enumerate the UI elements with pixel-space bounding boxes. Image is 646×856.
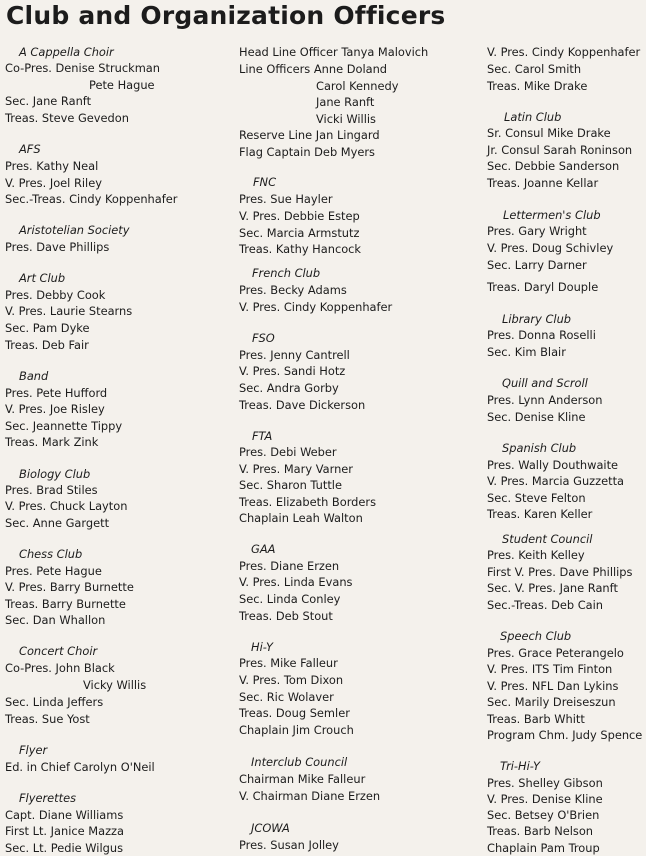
officer-entry: Pres. Jenny Cantrell [239, 348, 350, 362]
officer-entry: Treas. Kathy Hancock [239, 242, 362, 256]
officer-entry: Pres. Shelley Gibson [487, 776, 603, 790]
officer-entry: Sec. Andra Gorby [239, 381, 339, 395]
officer-entry: V. Pres. Mary Varner [239, 462, 353, 476]
officer-entry: Sec. Marily Dreiseszun [487, 695, 616, 709]
officer-entry: Pres. Susan Jolley [239, 838, 339, 852]
officer-entry: Pres. Brad Stiles [5, 483, 98, 497]
organization-heading: Flyer [19, 743, 48, 757]
officer-entry: Sec. Steve Felton [487, 491, 586, 505]
officer-entry: Vicki Willis [316, 112, 376, 126]
officer-entry: Sec. Betsey O'Brien [487, 808, 600, 822]
officer-entry: Sec. Linda Jeffers [5, 695, 104, 709]
organization-heading: Art Club [19, 271, 66, 285]
organization-heading: Chess Club [19, 547, 83, 561]
organization-heading: Interclub Council [251, 755, 348, 769]
officer-entry: Co-Pres. Denise Struckman [5, 61, 161, 75]
officer-entry: V. Pres. Joel Riley [5, 176, 102, 190]
officer-entry: Jane Ranft [316, 95, 375, 109]
officer-entry: V. Pres. Cindy Koppenhafer [239, 300, 393, 314]
organization-heading: FTA [252, 429, 273, 443]
officer-entry: Pres. Kathy Neal [5, 159, 99, 173]
officer-entry: Sec. Denise Kline [487, 410, 586, 424]
organization-heading: French Club [252, 266, 321, 280]
officer-entry: Pres. Diane Erzen [239, 559, 340, 573]
officer-entry: Treas. Mike Drake [487, 79, 588, 93]
page-title: Club and Organization Officers [6, 1, 446, 30]
officer-entry: Treas. Barb Whitt [487, 712, 585, 726]
officer-entry: Pres. Grace Peterangelo [487, 646, 624, 660]
organization-heading: AFS [19, 142, 41, 156]
officer-entry: Treas. Barry Burnette [5, 597, 126, 611]
organization-heading: Flyerettes [19, 791, 77, 805]
officer-entry: Carol Kennedy [316, 79, 399, 93]
officer-entry: Sec. V. Pres. Jane Ranft [487, 581, 618, 595]
officer-entry: Treas. Elizabeth Borders [239, 495, 377, 509]
officer-entry: Line Officers Anne Doland [239, 62, 388, 76]
organization-heading: Aristotelian Society [19, 223, 130, 237]
officer-entry: Sr. Consul Mike Drake [487, 126, 611, 140]
officer-entry: Pres. Sue Hayler [239, 192, 333, 206]
officer-entry: Treas. Dave Dickerson [239, 398, 366, 412]
officer-entry: Jr. Consul Sarah Roninson [487, 143, 633, 157]
organization-heading: Tri-Hi-Y [500, 759, 540, 773]
officer-entry: Chairman Mike Falleur [239, 772, 366, 786]
officer-entry: V. Pres. Denise Kline [487, 792, 603, 806]
organization-heading: Student Council [502, 532, 593, 546]
officer-entry: V. Pres. Doug Schivley [487, 241, 614, 255]
officer-entry: Treas. Barb Nelson [487, 824, 594, 838]
officer-entry: V. Pres. Laurie Stearns [5, 304, 133, 318]
officer-entry: Pres. Pete Hague [5, 564, 102, 578]
organization-heading: JCOWA [251, 821, 290, 835]
officer-entry: V. Pres. ITS Tim Finton [487, 662, 613, 676]
officer-entry: V. Pres. Cindy Koppenhafer [487, 45, 641, 59]
officer-entry: V. Pres. Tom Dixon [239, 673, 344, 687]
officer-entry: Pres. Wally Douthwaite [487, 458, 619, 472]
officer-entry: Sec. Jane Ranft [5, 94, 92, 108]
officer-entry: Treas. Karen Keller [487, 507, 593, 521]
officer-entry: Pres. Keith Kelley [487, 548, 585, 562]
officer-entry: Sec. Sharon Tuttle [239, 478, 342, 492]
officer-entry: V. Pres. Joe Risley [5, 402, 105, 416]
officer-entry: Treas. Daryl Douple [487, 280, 599, 294]
organization-heading: Spanish Club [502, 441, 577, 455]
officer-entry: Treas. Deb Stout [239, 609, 333, 623]
officer-entry: Pete Hague [89, 78, 155, 92]
officer-entry: Pres. Dave Phillips [5, 240, 110, 254]
officer-entry: Pres. Donna Roselli [487, 328, 596, 342]
officer-entry: V. Pres. Marcia Guzzetta [487, 474, 625, 488]
officer-entry: V. Pres. Chuck Layton [5, 499, 128, 513]
officer-entry: Treas. Sue Yost [5, 712, 90, 726]
officer-entry: Sec. Kim Blair [487, 345, 566, 359]
organization-heading: Band [19, 369, 49, 383]
officer-entry: Sec. Lt. Pedie Wilgus [5, 841, 124, 855]
officer-entry: Treas. Mark Zink [5, 435, 99, 449]
officer-entry: V. Pres. Barry Burnette [5, 580, 134, 594]
officer-entry: V. Chairman Diane Erzen [239, 789, 381, 803]
officer-entry: Sec.-Treas. Cindy Koppenhafer [5, 192, 178, 206]
officer-entry: Sec. Marcia Armstutz [239, 226, 360, 240]
organization-heading: Hi-Y [251, 640, 273, 654]
officer-entry: Pres. Debby Cook [5, 288, 106, 302]
organization-heading: GAA [251, 542, 276, 556]
organization-heading: Quill and Scroll [502, 376, 588, 390]
organization-heading: Library Club [502, 312, 572, 326]
organization-heading: Latin Club [504, 110, 562, 124]
organization-heading: A Cappella Choir [19, 45, 114, 59]
officer-entry: Chaplain Leah Walton [239, 511, 363, 525]
officer-entry: Treas. Steve Gevedon [5, 111, 129, 125]
officer-entry: Sec. Ric Wolaver [239, 690, 334, 704]
officer-entry: V. Pres. Sandi Hotz [239, 364, 346, 378]
organization-heading: Biology Club [19, 467, 91, 481]
officer-entry: V. Pres. NFL Dan Lykins [487, 679, 619, 693]
officer-entry: Chaplain Pam Troup [487, 841, 600, 855]
organization-heading: FSO [252, 331, 275, 345]
officer-entry: Co-Pres. John Black [5, 661, 115, 675]
officer-entry: Pres. Gary Wright [487, 224, 587, 238]
officer-entry: Sec. Anne Gargett [5, 516, 110, 530]
organization-heading: Speech Club [500, 629, 572, 643]
officer-entry: Flag Captain Deb Myers [239, 145, 375, 159]
officer-entry: Program Chm. Judy Spence [487, 728, 643, 742]
officer-entry: Pres. Mike Falleur [239, 656, 338, 670]
organization-heading: Lettermen's Club [503, 208, 601, 222]
officer-entry: Sec. Debbie Sanderson [487, 159, 620, 173]
officer-entry: V. Pres. Debbie Estep [239, 209, 360, 223]
officer-entry: Treas. Deb Fair [5, 338, 89, 352]
officer-entry: Sec. Dan Whallon [5, 613, 106, 627]
officer-entry: Reserve Line Jan Lingard [239, 128, 380, 142]
officer-entry: Pres. Debi Weber [239, 445, 337, 459]
officer-entry: Chaplain Jim Crouch [239, 723, 354, 737]
officer-entry: Ed. in Chief Carolyn O'Neil [5, 760, 155, 774]
officer-entry: Sec. Carol Smith [487, 62, 582, 76]
officer-entry: First Lt. Janice Mazza [5, 824, 125, 838]
officer-entry: Sec. Linda Conley [239, 592, 341, 606]
officer-entry: Sec. Larry Darner [487, 258, 587, 272]
officer-entry: First V. Pres. Dave Phillips [487, 565, 633, 579]
officer-entry: Capt. Diane Williams [5, 808, 124, 822]
officer-entry: V. Pres. Linda Evans [239, 575, 353, 589]
officer-entry: Pres. Pete Hufford [5, 386, 108, 400]
officer-entry: Vicky Willis [83, 678, 147, 692]
officer-entry: Treas. Joanne Kellar [487, 176, 599, 190]
organization-heading: FNC [253, 175, 277, 189]
officer-entry: Pres. Becky Adams [239, 283, 347, 297]
officer-entry: Head Line Officer Tanya Malovich [239, 45, 429, 59]
organization-heading: Concert Choir [19, 644, 98, 658]
officer-entry: Sec.-Treas. Deb Cain [487, 598, 604, 612]
officer-entry: Sec. Jeannette Tippy [5, 419, 123, 433]
officer-entry: Pres. Lynn Anderson [487, 393, 603, 407]
officer-entry: Treas. Doug Semler [239, 706, 350, 720]
officer-entry: Sec. Pam Dyke [5, 321, 90, 335]
